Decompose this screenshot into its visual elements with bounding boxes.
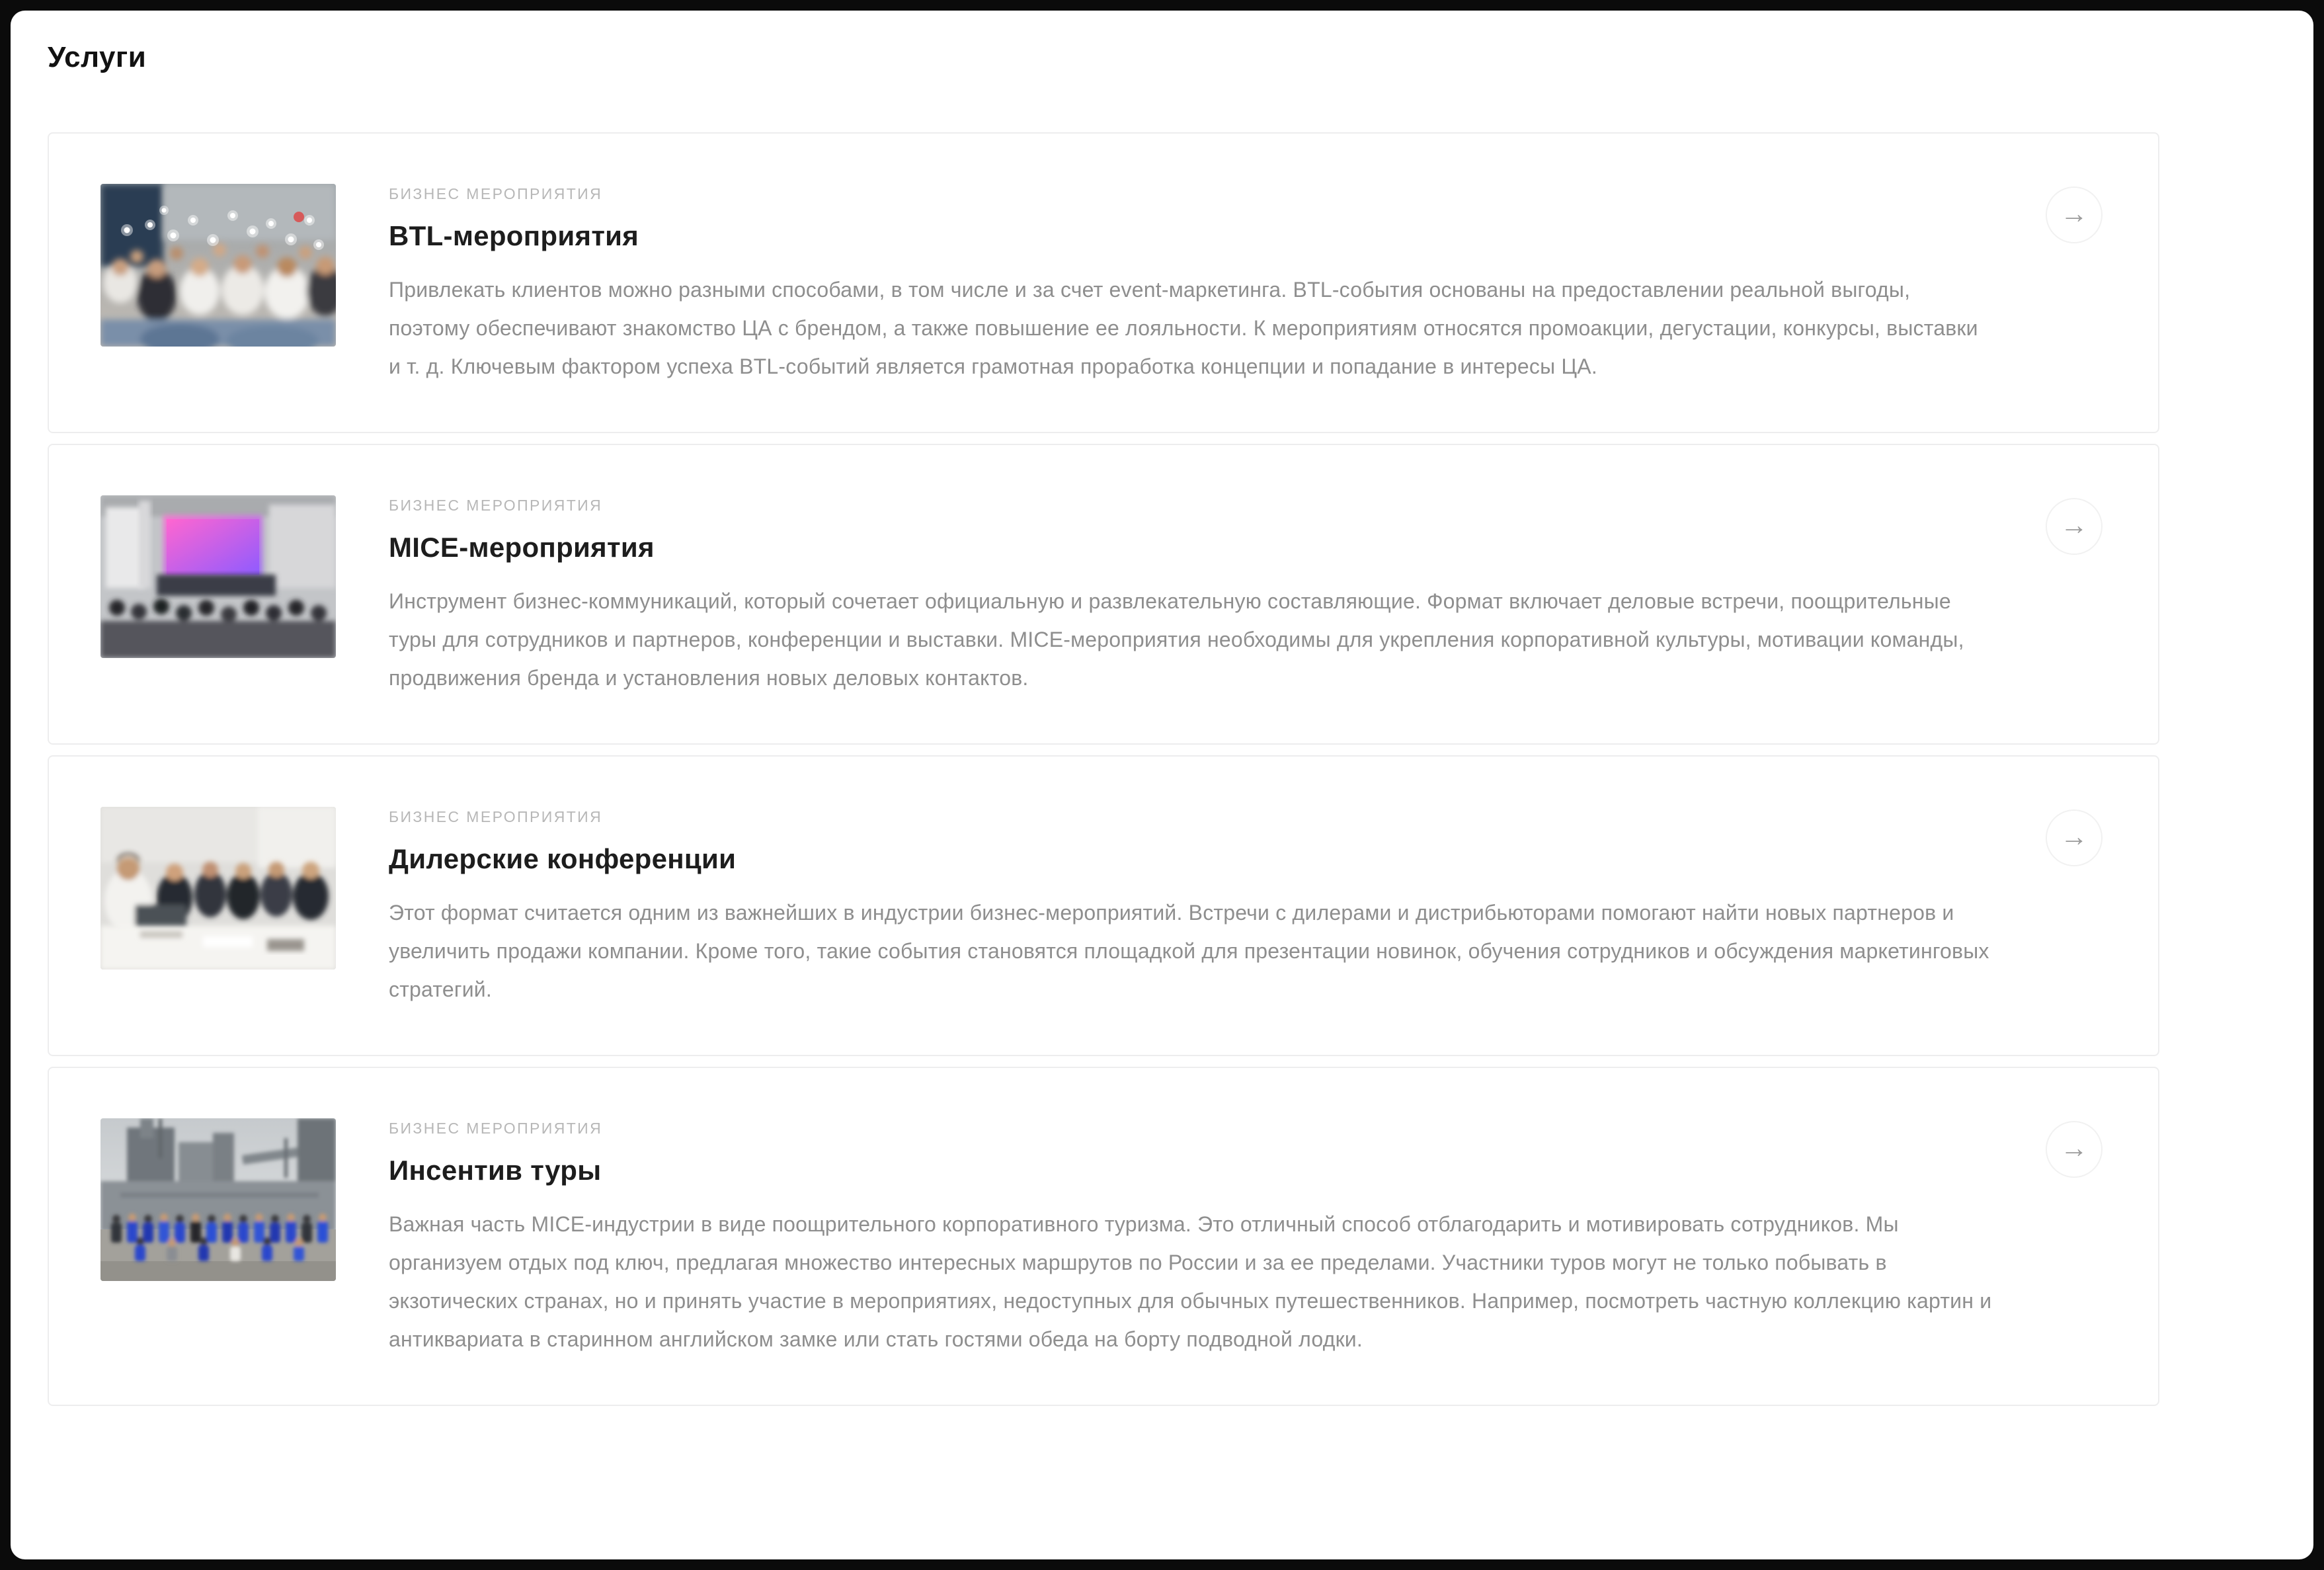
service-card-text [389, 1118, 1993, 1358]
service-photo-crowd-phone-lights [100, 184, 336, 347]
services-page [11, 11, 2313, 1559]
arrow-right-icon: → [2060, 1132, 2088, 1163]
service-description: Привлекать клиентов можно разными способами, в том числе и за счет event-маркетинга. BTL-события основаны на предоставлении реальной выгоды, поэтому обеспечивают знакомство ЦА с брендом, а также повышение ее лояльности. К мероприятиям относятся промоакции, дегустации, конкурсы, выставки и т. д. Ключевым фактором успеха BTL-событий является грамотная проработка концепции и попадание в интересы ЦА. [389, 278, 1978, 378]
arrow-right-icon: → [2060, 821, 2088, 852]
service-card-dealer-conferences[interactable] [48, 755, 2159, 1056]
service-photo-forum-stage [100, 495, 336, 658]
service-open-button[interactable] [2046, 1121, 2103, 1178]
bottom-left-fragment [20, 1514, 70, 1555]
category-label: БИЗНЕС МЕРОПРИЯТИЯ [389, 808, 603, 825]
service-description: Инструмент бизнес-коммуникаций, который сочетает официальную и развлекательную составляющие. Формат включает деловые встречи, поощрительные туры для сотрудников и партнеров, конференции и выставки. MICE-мероприятия необходимы для укрепления корпоративной культуры, мотивации команды, продвижения бренда и установления новых деловых контактов. [389, 589, 1964, 690]
service-title: MICE-мероприятия [389, 532, 655, 563]
service-card-text [389, 495, 1993, 697]
service-open-button[interactable] [2046, 498, 2103, 555]
page-title: Услуги [48, 41, 147, 73]
service-title: Инсентив туры [389, 1155, 602, 1186]
service-photo-group-warship [100, 1118, 336, 1281]
service-card-text [389, 807, 1993, 1009]
service-card-incentive-tours[interactable] [48, 1067, 2159, 1406]
service-description: Этот формат считается одним из важнейших в индустрии бизнес-мероприятий. Встречи с дилерами и дистрибьюторами помогают найти новых партнеров и увеличить продажи компании. Кроме того, такие события становятся площадкой для презентации новинок, обучения сотрудников и обсуждения маркетинговых стратегий. [389, 901, 1989, 1001]
category-label: БИЗНЕС МЕРОПРИЯТИЯ [389, 1120, 603, 1137]
arrow-right-icon: → [2060, 198, 2088, 229]
service-description: Важная часть MICE-индустрии в виде поощрительного корпоративного туризма. Это отличный способ отблагодарить и мотивировать сотрудников. Мы организуем отдых под ключ, предлагая множество интересных маршрутов по России и за ее пределами. Участники туров могут не только побывать в экзотических странах, но и принять участие в мероприятиях, недоступных для обычных путешественников. Например, посмотреть частную коллекцию картин и антиквариата в старинном английском замке или стать гостями обеда на борту подводной лодки. [389, 1212, 1992, 1351]
service-photo-conference-audience [100, 807, 336, 970]
service-title: BTL-мероприятия [389, 220, 639, 251]
service-open-button[interactable] [2046, 809, 2103, 866]
category-label: БИЗНЕС МЕРОПРИЯТИЯ [389, 497, 603, 514]
arrow-right-icon: → [2060, 509, 2088, 540]
service-card-text [389, 184, 1993, 386]
service-title: Дилерские конференции [389, 843, 737, 874]
service-open-button[interactable] [2046, 186, 2103, 243]
services-card-list [48, 132, 2159, 1406]
service-card-btl[interactable] [48, 132, 2159, 433]
category-label: БИЗНЕС МЕРОПРИЯТИЯ [389, 185, 603, 202]
service-card-mice[interactable] [48, 444, 2159, 745]
